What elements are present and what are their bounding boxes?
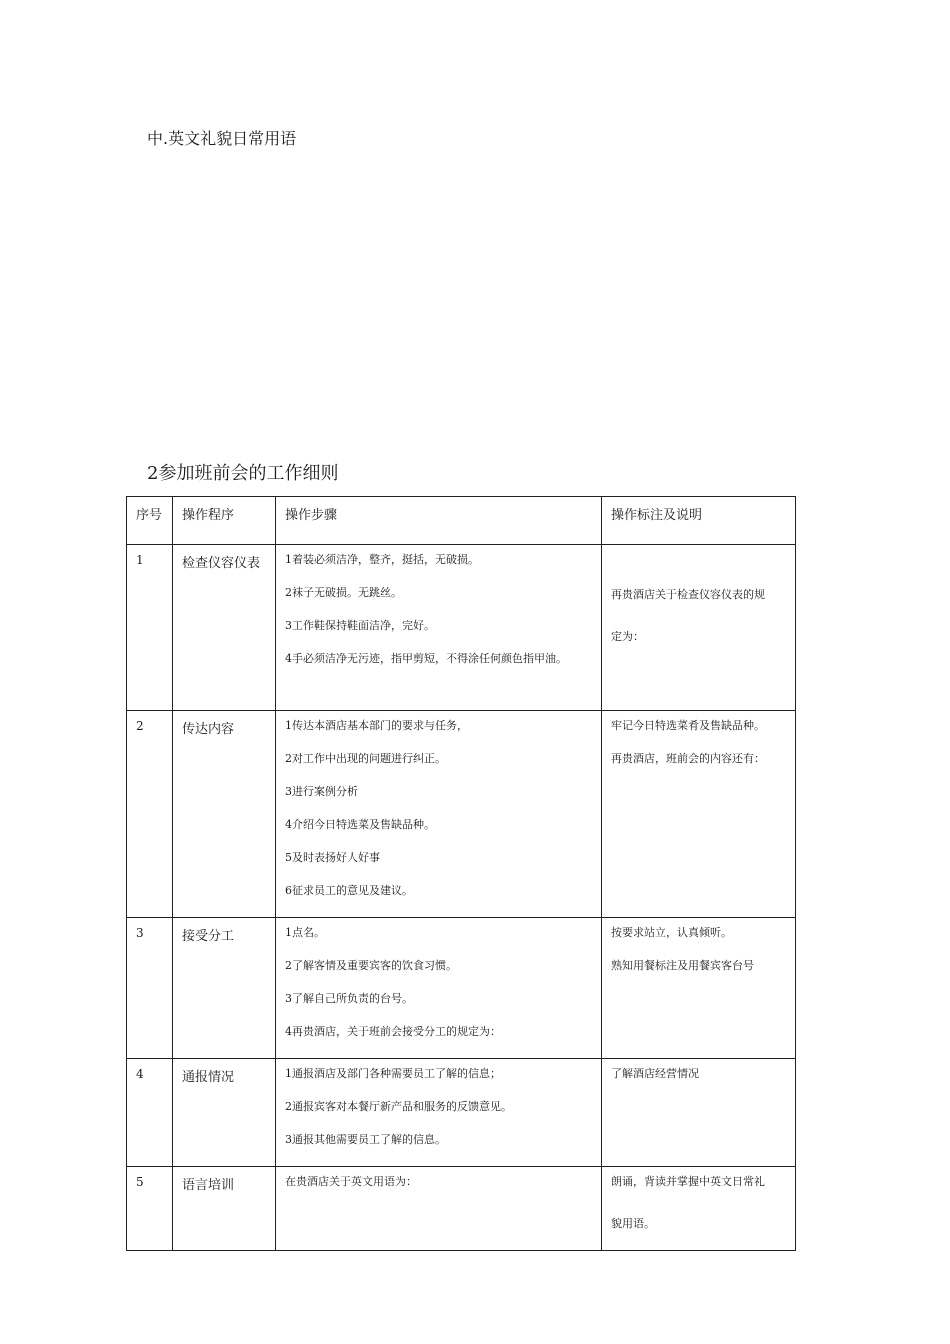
row-number: 5 (136, 1175, 144, 1189)
table-cell (276, 1167, 602, 1251)
section-heading-briefing: 2参加班前会的工作细则 (147, 463, 339, 484)
row-procedure: 接受分工 (182, 929, 235, 944)
step-item: 2袜子无破损。无跳丝。 (285, 586, 402, 599)
row-notes (602, 918, 795, 973)
step-item: 2通报宾客对本餐厅新产品和服务的反馈意见。 (285, 1100, 512, 1113)
note-item: 按要求站立，认真倾听。 (611, 926, 732, 939)
header-notes: 操作标注及说明 (611, 508, 703, 523)
header-cell (602, 497, 796, 545)
header-cell (173, 497, 276, 545)
briefing-procedure-table (126, 496, 796, 1251)
table-cell (173, 1059, 276, 1167)
step-item: 4介绍今日特选菜及售缺品种。 (285, 818, 435, 831)
row-notes (602, 545, 795, 644)
step-item: 5及时表扬好人好事 (285, 851, 380, 864)
table-cell (127, 711, 173, 918)
step-item: 1着装必须洁净，整齐，挺括，无破损。 (285, 553, 479, 566)
step-item: 4手必须洁净无污迹，指甲剪短，不得涂任何颜色指甲油。 (285, 652, 567, 665)
table-row (127, 545, 796, 711)
table-cell (276, 918, 602, 1059)
row-procedure: 检查仪容仪表 (182, 556, 261, 571)
row-number: 1 (136, 553, 144, 567)
table-row (127, 711, 796, 918)
table-row (127, 1167, 796, 1251)
note-item: 再贵酒店，班前会的内容还有： (611, 752, 765, 765)
header-cell (127, 497, 173, 545)
note-item: 貌用语。 (611, 1217, 655, 1230)
table-cell (127, 918, 173, 1059)
table-cell (602, 711, 796, 918)
row-procedure: 通报情况 (182, 1070, 235, 1085)
step-item: 3通报其他需要员工了解的信息。 (285, 1133, 446, 1146)
table-cell (173, 918, 276, 1059)
note-item: 牢记今日特选菜肴及售缺品种。 (611, 719, 765, 732)
header-num: 序号 (136, 508, 163, 523)
table-row (127, 1059, 796, 1167)
step-item: 1传达本酒店基本部门的要求与任务， (285, 719, 468, 732)
row-procedure: 语言培训 (182, 1178, 235, 1193)
step-item: 2了解客情及重要宾客的饮食习惯。 (285, 959, 457, 972)
header-procedure: 操作程序 (182, 508, 235, 523)
table-cell (127, 545, 173, 711)
row-notes (602, 1059, 795, 1081)
table-row (127, 918, 796, 1059)
row-notes (602, 1167, 795, 1231)
row-steps (276, 545, 601, 666)
table-cell (276, 1059, 602, 1167)
note-item: 再贵酒店关于检查仪容仪表的规 (611, 588, 765, 601)
row-steps (276, 1059, 601, 1147)
row-steps (276, 711, 601, 898)
step-item: 1点名。 (285, 926, 325, 939)
row-number: 3 (136, 926, 144, 940)
table-cell (276, 711, 602, 918)
table-cell (602, 918, 796, 1059)
step-item: 1通报酒店及部门各种需要员工了解的信息； (285, 1067, 501, 1080)
table-cell (276, 545, 602, 711)
header-steps: 操作步骤 (285, 508, 338, 523)
header-cell (276, 497, 602, 545)
step-item: 2对工作中出现的问题进行纠正。 (285, 752, 446, 765)
row-procedure: 传达内容 (182, 722, 235, 737)
row-notes (602, 711, 795, 766)
row-number: 4 (136, 1067, 144, 1081)
table-cell (127, 1167, 173, 1251)
table-cell (173, 1167, 276, 1251)
step-item: 3进行案例分析 (285, 785, 358, 798)
step-item: 3工作鞋保持鞋面洁净，完好。 (285, 619, 435, 632)
table-cell (602, 1167, 796, 1251)
note-item: 了解酒店经营情况 (611, 1067, 699, 1080)
table-cell (127, 1059, 173, 1167)
note-item: 朗诵，背读并掌握中英文日常礼 (611, 1175, 765, 1188)
table-cell (173, 711, 276, 918)
row-steps (276, 918, 601, 1039)
note-item: 定为： (611, 630, 644, 643)
row-steps (276, 1167, 601, 1189)
table-cell (602, 1059, 796, 1167)
section-heading-etiquette: 中.英文礼貌日常用语 (147, 129, 297, 148)
table-header-row (127, 497, 796, 545)
row-number: 2 (136, 719, 144, 733)
step-item: 6征求员工的意见及建议。 (285, 884, 413, 897)
step-item: 在贵酒店关于英文用语为： (285, 1175, 417, 1188)
note-item: 熟知用餐标注及用餐宾客台号 (611, 959, 754, 972)
table-cell (173, 545, 276, 711)
table-cell (602, 545, 796, 711)
step-item: 3了解自己所负责的台号。 (285, 992, 413, 1005)
step-item: 4再贵酒店，关于班前会接受分工的规定为： (285, 1025, 501, 1038)
